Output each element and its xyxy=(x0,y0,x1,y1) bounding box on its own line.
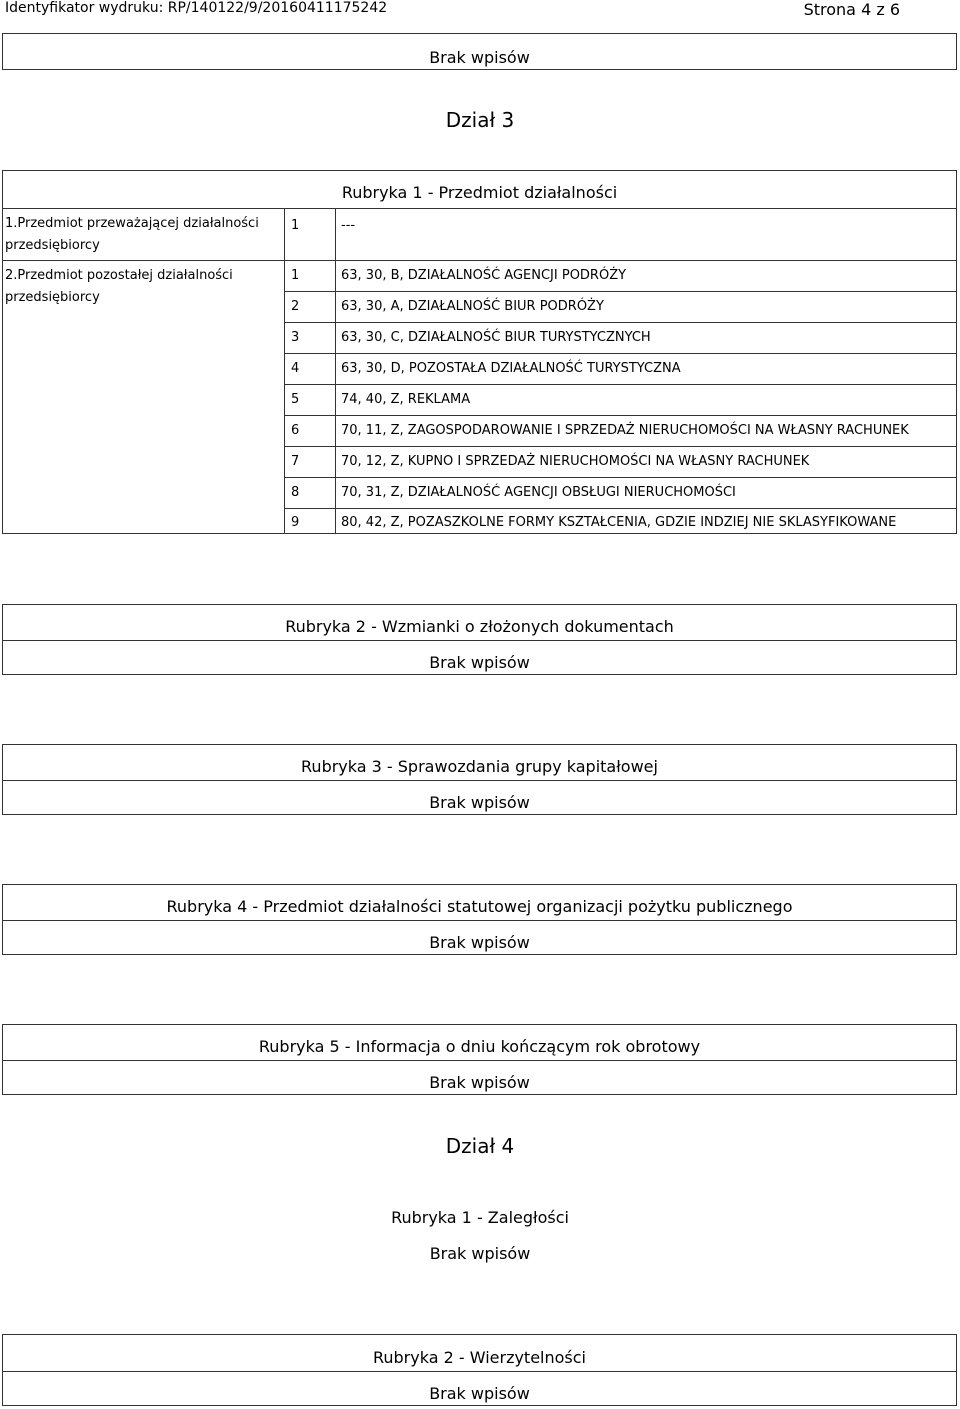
dzial4-rubryka2-title: Rubryka 2 - Wierzytelności xyxy=(372,1348,586,1367)
row-divider xyxy=(3,1371,956,1372)
rubryka5-box xyxy=(2,1024,957,1095)
row-divider xyxy=(3,780,956,781)
empty-text: Brak wpisów xyxy=(429,933,530,952)
page-number: Strona 4 z 6 xyxy=(803,0,900,19)
main-activity-label: 1.Przedmiot przeważającej działalności przedsiębiorcy xyxy=(5,216,259,253)
row-divider xyxy=(2,208,957,209)
column-divider xyxy=(335,208,336,534)
rubryka3-title: Rubryka 3 - Sprawozdania grupy kapitałowej xyxy=(301,757,658,776)
dzial3-title: Dział 3 xyxy=(445,108,515,132)
row-number: 9 xyxy=(291,515,300,530)
row-value: --- xyxy=(341,218,356,233)
empty-text: Brak wpisów xyxy=(429,48,530,67)
other-activity-label: 2.Przedmiot pozostałej działalności przedsiębiorcy xyxy=(5,268,233,305)
row-value: 70, 11, Z, ZAGOSPODAROWANIE I SPRZEDAŻ NIERUCHOMOŚCI NA WŁASNY RACHUNEK xyxy=(341,423,909,438)
empty-text: Brak wpisów xyxy=(429,653,530,672)
row-number: 8 xyxy=(291,485,300,500)
rubryka4-box xyxy=(2,884,957,955)
row-divider xyxy=(3,920,956,921)
row-divider xyxy=(3,1060,956,1061)
row-value: 70, 31, Z, DZIAŁALNOŚĆ AGENCJI OBSŁUGI NIERUCHOMOŚCI xyxy=(341,485,736,500)
empty-text: Brak wpisów xyxy=(429,1244,531,1263)
row-divider xyxy=(284,508,957,509)
dzial4-rubryka1-title: Rubryka 1 - Zaległości xyxy=(391,1208,569,1227)
row-number: 5 xyxy=(291,392,300,407)
rubryka3-box xyxy=(2,744,957,815)
row-divider xyxy=(2,260,957,261)
empty-text: Brak wpisów xyxy=(429,793,530,812)
row-number: 6 xyxy=(291,423,300,438)
row-divider xyxy=(284,353,957,354)
dzial4-title: Dział 4 xyxy=(445,1134,515,1158)
row-number: 1 xyxy=(291,218,300,233)
row-divider xyxy=(284,384,957,385)
row-divider xyxy=(284,477,957,478)
row-number: 7 xyxy=(291,454,300,469)
row-number: 3 xyxy=(291,330,300,345)
column-divider xyxy=(284,208,285,534)
row-divider xyxy=(284,291,957,292)
row-value: 80, 42, Z, POZASZKOLNE FORMY KSZTAŁCENIA, GDZIE INDZIEJ NIE SKLASYFIKOWANE xyxy=(341,515,897,530)
row-divider xyxy=(284,415,957,416)
row-number: 2 xyxy=(291,299,300,314)
empty-text: Brak wpisów xyxy=(429,1384,530,1403)
row-value: 63, 30, D, POZOSTAŁA DZIAŁALNOŚĆ TURYSTYCZNA xyxy=(341,361,681,376)
row-value: 70, 12, Z, KUPNO I SPRZEDAŻ NIERUCHOMOŚCI NA WŁASNY RACHUNEK xyxy=(341,454,810,469)
row-number: 4 xyxy=(291,361,300,376)
empty-text: Brak wpisów xyxy=(429,1073,530,1092)
row-value: 63, 30, C, DZIAŁALNOŚĆ BIUR TURYSTYCZNYCH xyxy=(341,330,651,345)
row-divider xyxy=(284,446,957,447)
row-value: 74, 40, Z, REKLAMA xyxy=(341,392,471,407)
row-value: 63, 30, B, DZIAŁALNOŚĆ AGENCJI PODRÓŻY xyxy=(341,268,627,283)
rubryka5-title: Rubryka 5 - Informacja o dniu kończącym rok obrotowy xyxy=(258,1037,701,1056)
row-value: 63, 30, A, DZIAŁALNOŚĆ BIUR PODRÓŻY xyxy=(341,299,604,314)
rubryka4-title: Rubryka 4 - Przedmiot działalności statutowej organizacji pożytku publicznego xyxy=(166,897,793,916)
row-divider xyxy=(284,322,957,323)
print-identifier: Identyfikator wydruku: RP/140122/9/20160411175242 xyxy=(5,0,388,16)
top-empty-box xyxy=(2,33,957,70)
rubryka1-title: Rubryka 1 - Przedmiot działalności xyxy=(341,183,618,202)
rubryka2-box xyxy=(2,604,957,675)
row-divider xyxy=(3,640,956,641)
row-number: 1 xyxy=(291,268,300,283)
rubryka2-title: Rubryka 2 - Wzmianki o złożonych dokumentach xyxy=(285,617,674,636)
dzial4-rubryka2-box xyxy=(2,1334,957,1406)
